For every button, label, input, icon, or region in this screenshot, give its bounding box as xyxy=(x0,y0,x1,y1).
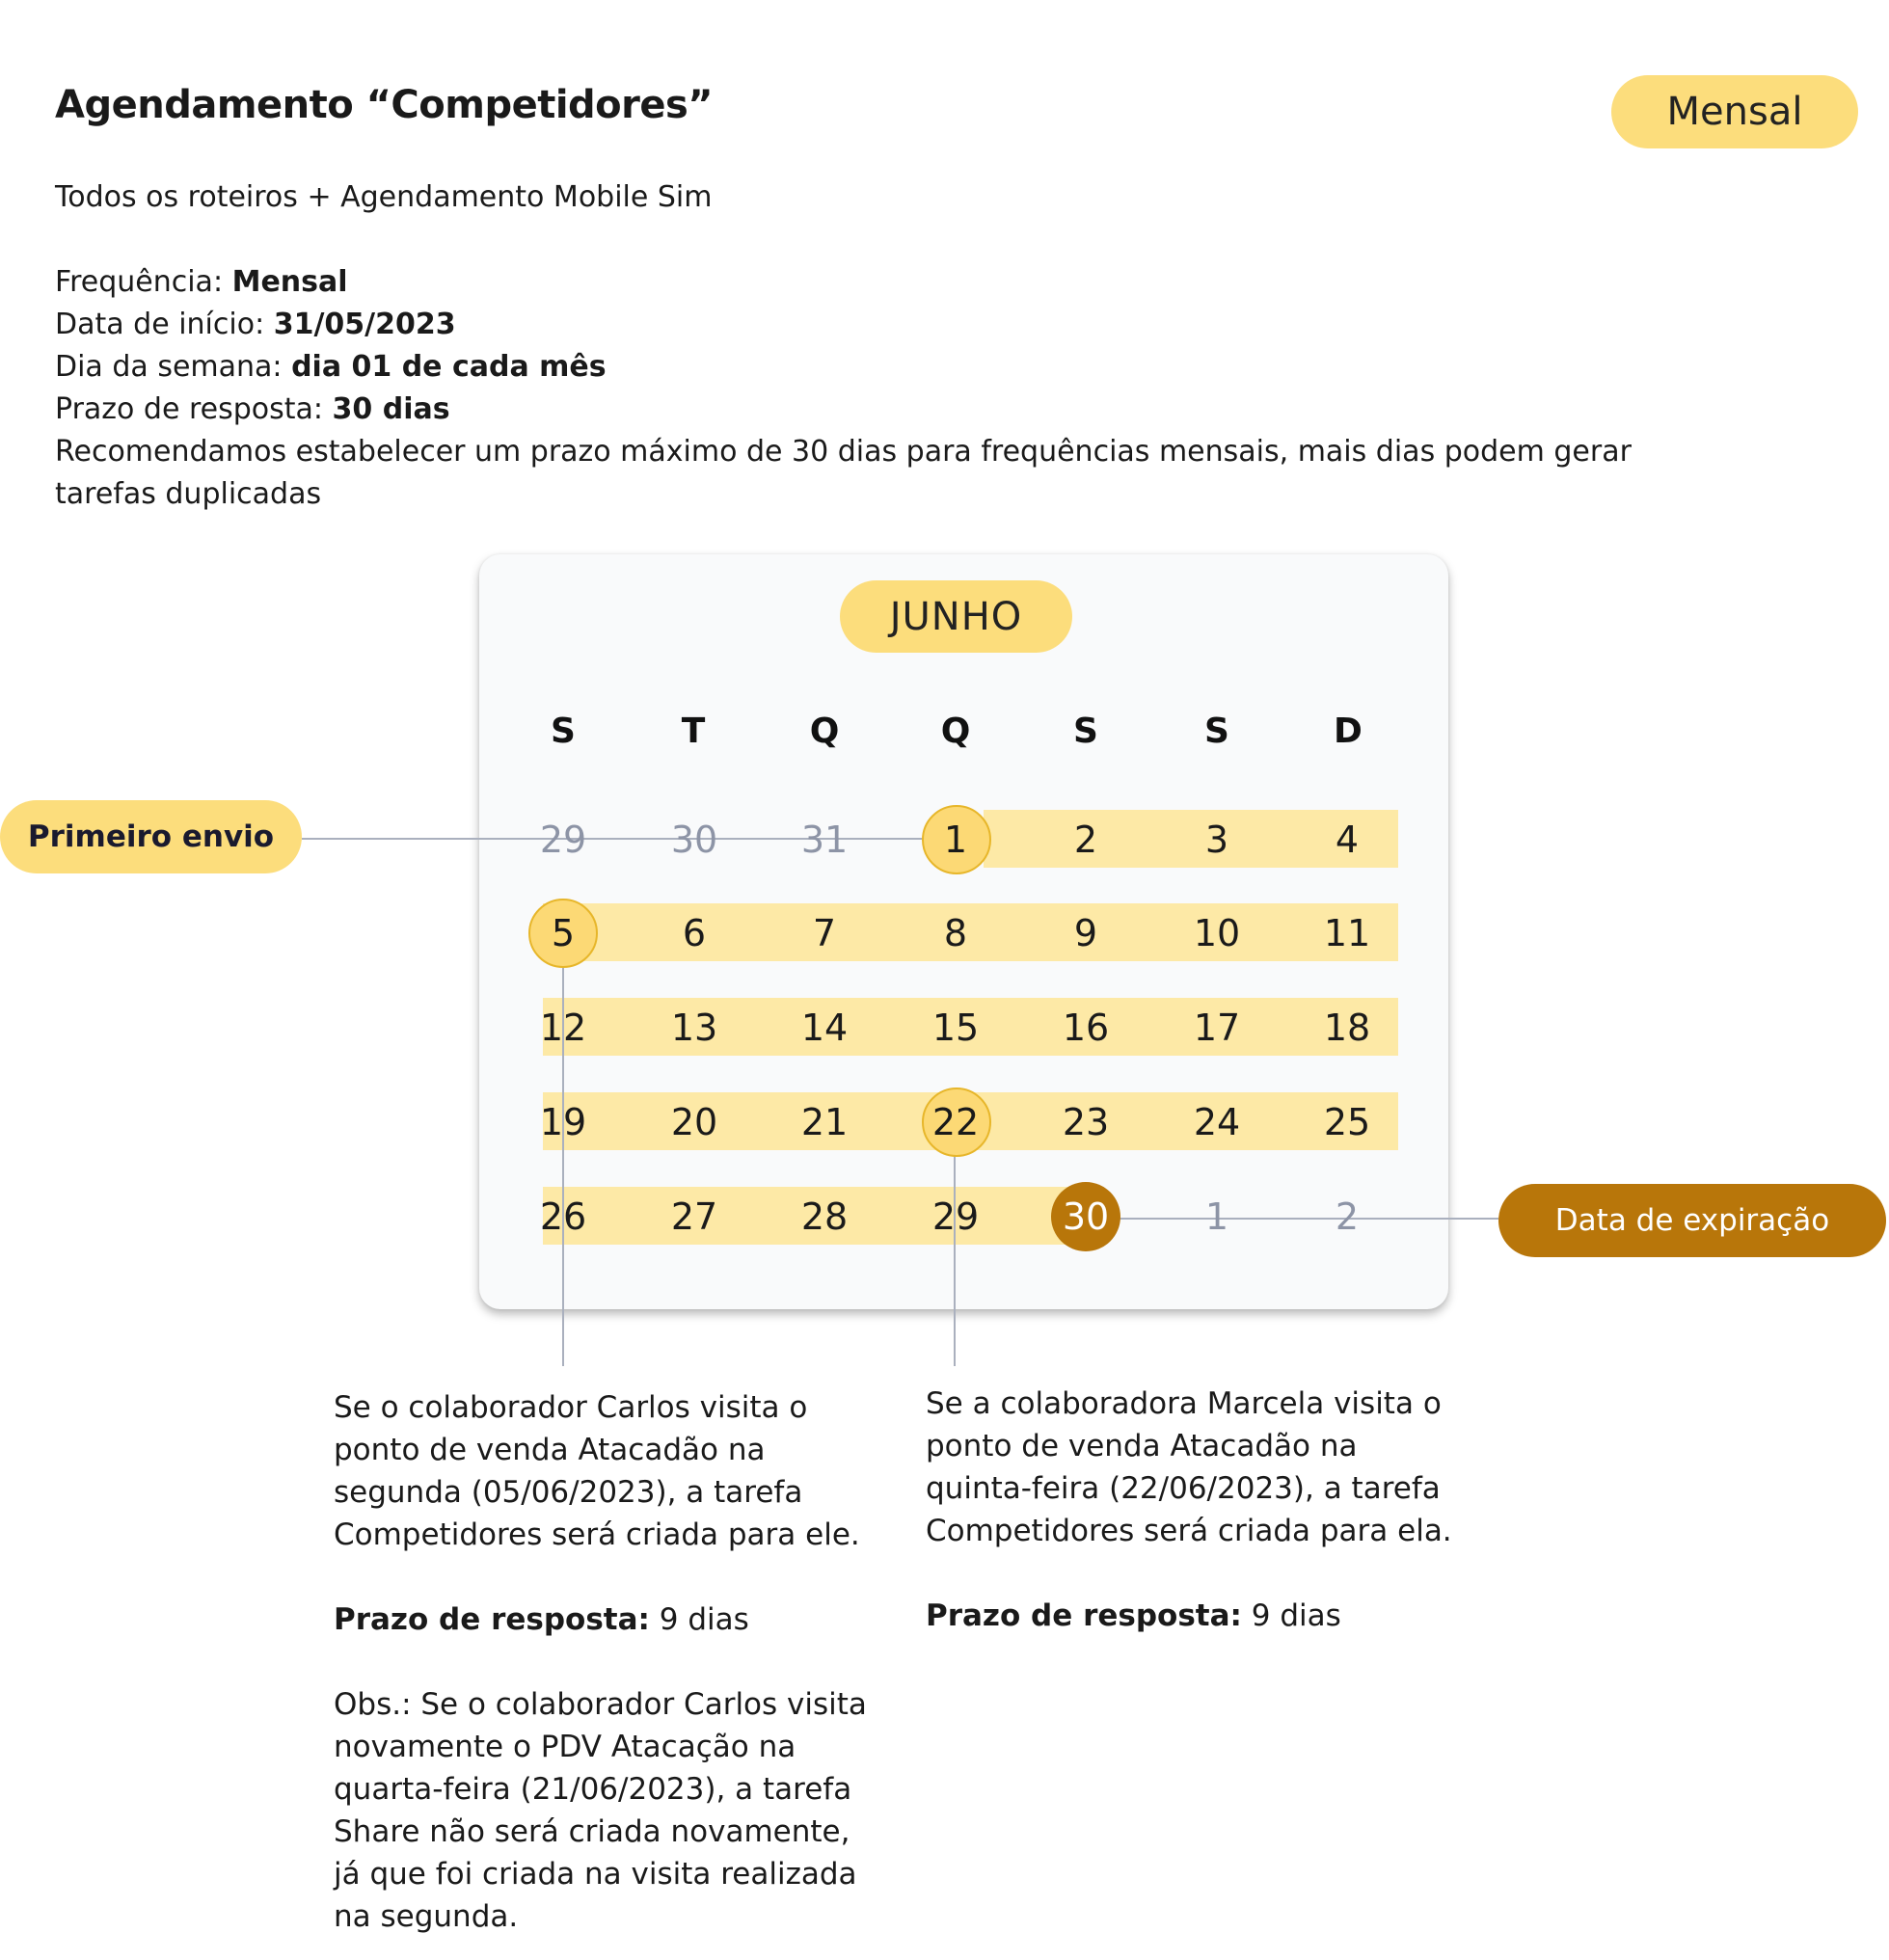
calendar-day: 12 xyxy=(539,1007,587,1049)
note-right-deadline-value: 9 dias xyxy=(1241,1598,1341,1633)
calendar-day-outside: 30 xyxy=(670,819,718,861)
subtitle: Todos os roteiros + Agendamento Mobile Sim xyxy=(55,180,713,214)
calendar-day-outside: 2 xyxy=(1335,1195,1360,1238)
weekday-header: S xyxy=(551,712,576,751)
note-left-obs-line: já que foi criada na visita realizada xyxy=(334,1857,857,1892)
calendar-day-outside: 29 xyxy=(539,819,587,861)
calendar-day: 19 xyxy=(539,1101,587,1143)
calendar-day: 27 xyxy=(670,1195,718,1238)
weekday-header: Q xyxy=(940,712,971,751)
calendar-day: 24 xyxy=(1193,1101,1241,1143)
calendar-day: 11 xyxy=(1323,912,1371,954)
weekday-header: S xyxy=(1204,712,1229,751)
start-date-label: Data de início: xyxy=(55,308,274,341)
note-right-line: Competidores será criada para ela. xyxy=(926,1514,1452,1548)
calendar-day: 6 xyxy=(682,912,707,954)
calendar-day: 8 xyxy=(943,912,968,954)
note-right xyxy=(926,1383,1466,1637)
calendar-day: 25 xyxy=(1323,1101,1371,1143)
calendar-day: 14 xyxy=(800,1007,849,1049)
recommendation-line-1: Recomendamos estabelecer um prazo máximo de 30 dias para frequências mensais, mais dias podem gerar xyxy=(55,435,1632,469)
start-date-line xyxy=(55,304,456,346)
note-right-deadline-label: Prazo de resposta: xyxy=(926,1598,1242,1633)
weekday-header: S xyxy=(1073,712,1098,751)
note-left-line: segunda (05/06/2023), a tarefa xyxy=(334,1475,803,1510)
calendar-day-expiration: 30 xyxy=(1062,1195,1110,1238)
calendar-day-first-send: 1 xyxy=(943,819,968,861)
weekday-header: T xyxy=(681,712,706,751)
first-send-label: Primeiro envio xyxy=(0,800,302,873)
note-left xyxy=(334,1386,874,1938)
thursday-connector xyxy=(954,1153,956,1366)
calendar-day: 17 xyxy=(1193,1007,1241,1049)
page-title: Agendamento “Competidores” xyxy=(55,83,714,127)
frequency-value: Mensal xyxy=(231,265,348,299)
calendar-day: 15 xyxy=(931,1007,980,1049)
calendar-day: 13 xyxy=(670,1007,718,1049)
calendar-day: 18 xyxy=(1323,1007,1371,1049)
deadline-line xyxy=(55,389,450,431)
start-date-value: 31/05/2023 xyxy=(273,308,456,341)
note-left-obs-line: quarta-feira (21/06/2023), a tarefa xyxy=(334,1772,852,1807)
frequency-label: Frequência: xyxy=(55,265,232,299)
calendar-day: 23 xyxy=(1062,1101,1110,1143)
calendar-day: 26 xyxy=(539,1195,587,1238)
frequency-badge: Mensal xyxy=(1611,75,1858,148)
calendar-day: 10 xyxy=(1193,912,1241,954)
note-left-line: ponto de venda Atacadão na xyxy=(334,1433,766,1467)
weekday-header: Q xyxy=(809,712,840,751)
calendar-day: 4 xyxy=(1335,819,1360,861)
note-left-deadline xyxy=(334,1598,874,1641)
weekday-label: Dia da semana: xyxy=(55,350,292,384)
note-right-deadline xyxy=(926,1595,1466,1637)
calendar-day: 28 xyxy=(800,1195,849,1238)
note-left-line: Se o colaborador Carlos visita o xyxy=(334,1390,808,1425)
calendar-day-monday-visit: 5 xyxy=(551,912,576,954)
deadline-label: Prazo de resposta: xyxy=(55,392,333,426)
note-left-obs-line: Obs.: Se o colaborador Carlos visita xyxy=(334,1687,867,1722)
calendar-day: 2 xyxy=(1073,819,1098,861)
calendar-day: 20 xyxy=(670,1101,718,1143)
weekday-line xyxy=(55,346,607,389)
note-right-line: ponto de venda Atacadão na xyxy=(926,1429,1358,1463)
calendar-day: 9 xyxy=(1073,912,1098,954)
note-left-obs-line: novamente o PDV Atacação na xyxy=(334,1730,796,1764)
note-right-line: Se a colaboradora Marcela visita o xyxy=(926,1386,1442,1421)
note-left-deadline-label: Prazo de resposta: xyxy=(334,1602,650,1637)
recommendation-line-2: tarefas duplicadas xyxy=(55,477,322,511)
calendar-day-outside: 1 xyxy=(1204,1195,1229,1238)
note-right-line: quinta-feira (22/06/2023), a tarefa xyxy=(926,1471,1441,1506)
weekday-value: dia 01 de cada mês xyxy=(291,350,607,384)
calendar-day-outside: 31 xyxy=(800,819,849,861)
note-left-obs-line: na segunda. xyxy=(334,1899,519,1934)
note-left-line: Competidores será criada para ele. xyxy=(334,1517,860,1552)
calendar-day: 21 xyxy=(800,1101,849,1143)
calendar-day: 3 xyxy=(1204,819,1229,861)
month-label: JUNHO xyxy=(840,580,1072,653)
deadline-value: 30 dias xyxy=(332,392,450,426)
expiration-label: Data de expiração xyxy=(1498,1184,1886,1257)
note-left-obs-line: Share não será criada novamente, xyxy=(334,1814,850,1849)
note-left-deadline-value: 9 dias xyxy=(649,1602,749,1637)
weekday-header: D xyxy=(1334,712,1363,751)
calendar-day: 7 xyxy=(812,912,837,954)
frequency-line xyxy=(55,261,348,304)
calendar-day: 16 xyxy=(1062,1007,1110,1049)
calendar-day: 29 xyxy=(931,1195,980,1238)
calendar-day-thursday-visit: 22 xyxy=(931,1101,980,1143)
